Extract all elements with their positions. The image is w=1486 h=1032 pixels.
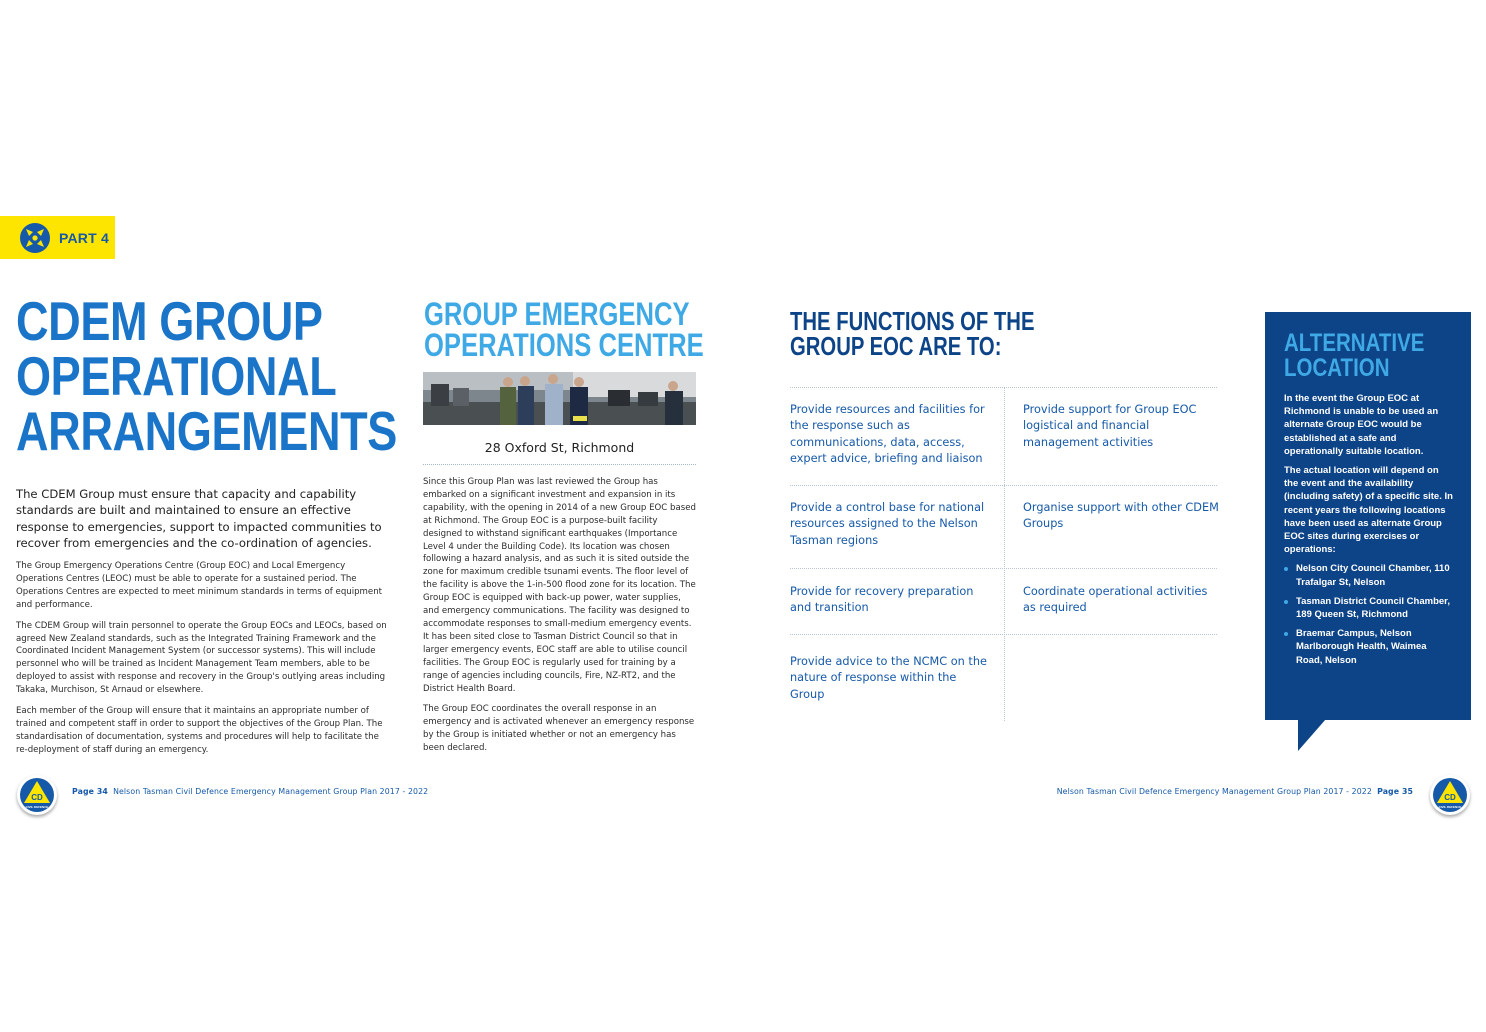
list-item	[1284, 595, 1454, 621]
function-item: Coordinate operational activities as required	[1023, 585, 1208, 615]
logo-subtext: CIVIL DEFENCE	[25, 805, 49, 809]
function-item: Provide resources and facilities for the response such as communications, data, access, expert advice, briefing and liaison	[790, 403, 985, 465]
civil-defence-emblem-icon	[20, 223, 50, 253]
footer-doc-title: Nelson Tasman Civil Defence Emergency Management Group Plan 2017 - 2022	[113, 787, 429, 796]
divider	[1004, 388, 1005, 721]
page-number: Page 35	[1377, 787, 1413, 796]
logo-text: CD	[31, 793, 43, 802]
body-paragraph: Each member of the Group will ensure that it maintains an appropriate number of trained and competent staff in order to support the objectives of the Group Plan. The standardisation of documentation, systems and procedures will help to facilitate the re-deployment of staff during an emergency.	[16, 706, 383, 755]
alternative-location-title	[1284, 331, 1424, 381]
list-item	[1284, 627, 1454, 667]
function-item: Provide advice to the NCMC on the nature of response within the Group	[790, 655, 987, 701]
civil-defence-logo	[17, 775, 57, 815]
bullet-icon	[1284, 600, 1288, 604]
eoc-photo	[423, 372, 696, 425]
body-paragraph: The Group Emergency Operations Centre (Group EOC) and Local Emergency Operations Centres (LEOC) must be able to operate for a sustained period. The Operations Centres are expected to meet minimum standards in terms of equipment and performance.	[16, 561, 383, 610]
intro-paragraph: The CDEM Group must ensure that capacity and capability standards are built and maintained to ensure an effective response to emergencies, support to impacted communities to recover from emergencies and the co-ordination of agencies.	[16, 487, 382, 550]
photo-caption: 28 Oxford St, Richmond	[484, 440, 635, 455]
page-title-line: CDEM GROUP	[16, 290, 323, 352]
function-item: Organise support with other CDEM Groups	[1023, 501, 1219, 531]
part-tab	[0, 216, 115, 259]
list-item	[1284, 562, 1454, 588]
alternative-location-text	[1284, 392, 1454, 673]
section-title-functions	[790, 306, 1047, 361]
section-title-line: OPERATIONS CENTRE	[424, 327, 704, 363]
panel-title-line: ALTERNATIVE	[1284, 329, 1425, 357]
logo-subtext: CIVIL DEFENCE	[1438, 805, 1462, 809]
function-item: Provide for recovery preparation and transition	[790, 585, 974, 615]
divider	[423, 464, 696, 465]
civil-defence-logo	[1430, 775, 1470, 815]
site-label: Tasman District Council Chamber, 189 Queen St, Richmond	[1296, 595, 1450, 621]
function-item: Provide support for Group EOC logistical and financial management activities	[1023, 403, 1197, 449]
footer-doc-title: Nelson Tasman Civil Defence Emergency Management Group Plan 2017 - 2022	[1056, 787, 1372, 796]
footer-right	[1057, 787, 1413, 796]
body-paragraph: Since this Group Plan was last reviewed the Group has embarked on a significant investment and expansion in its capability, with the opening in 2014 of a new Group EOC based at Richmond. The Group EOC is a purpose-built facility designed to withstand significant earthquakes (Importance Level 4 under the Building Code). Its location was chosen following a hazard analysis, and as such it is sited outside the zone for maximum credible tsunami events. The floor level of the facility is above the 1-in-500 flood zone for its location. The Group EOC is equipped with back-up power, water supplies, and emergency communications. The facility was designed to accommodate responses to small-medium emergency events. It has been sited close to Tasman District Council so that in larger emergency events, EOC staff are able to utilise council facilities. The Group EOC is regularly used for training by a range of agencies including councils, Fire, NZ-RT2, and the District Health Board.	[423, 477, 696, 694]
alternate-sites-list	[1284, 562, 1454, 666]
site-label: Nelson City Council Chamber, 110 Trafalgar St, Nelson	[1296, 563, 1450, 588]
section-title-line: GROUP EMERGENCY	[424, 296, 690, 332]
panel-title-line: LOCATION	[1284, 354, 1390, 382]
body-paragraph: The CDEM Group will train personnel to operate the Group EOCs and LEOCs, based on agreed New Zealand standards, such as the Integrated Training Framework and the Coordinated Incident Management System (or successor systems). This will include personnel who will be trained as Incident Management Team members, able to be deployed to assist with response and recovery in the Group's outlying areas including Takaka, Murchison, St Arnaud or elsewhere.	[16, 620, 387, 696]
middle-body-text	[423, 476, 697, 763]
section-title-group-eoc	[424, 296, 704, 363]
callout-tail	[1298, 719, 1326, 751]
part-label: PART 4	[59, 229, 109, 246]
site-label: Braemar Campus, Nelson Marlborough Health, Waimea Road, Nelson	[1296, 628, 1427, 666]
section-title-line: THE FUNCTIONS OF THE	[790, 306, 1035, 336]
bullet-icon	[1284, 567, 1288, 571]
section-title-line: GROUP EOC ARE TO:	[790, 331, 1002, 361]
panel-paragraph: In the event the Group EOC at Richmond is unable to be used an alternate Group EOC would be established at a safe and operationally suitable location.	[1284, 393, 1439, 457]
alternative-location-panel	[1265, 312, 1471, 720]
left-body-text	[16, 560, 392, 765]
function-item: Provide a control base for national resources assigned to the Nelson Tasman regions	[790, 501, 985, 547]
footer-left	[72, 787, 428, 796]
bullet-icon	[1284, 632, 1288, 636]
body-paragraph: The Group EOC coordinates the overall response in an emergency and is activated whenever an emergency response by the Group is initiated whether or not an emergency has been declared.	[423, 704, 695, 754]
panel-paragraph: The actual location will depend on the event and the availability (including safety) of a specific site. In recent years the following locations have been used as alternate Group EOC sites during exercises or operations:	[1284, 465, 1453, 556]
page-title-line: OPERATIONAL	[16, 345, 337, 407]
page-title	[16, 290, 397, 462]
page-title-line: ARRANGEMENTS	[16, 400, 397, 462]
logo-text: CD	[1444, 793, 1456, 802]
page-number: Page 34	[72, 787, 108, 796]
